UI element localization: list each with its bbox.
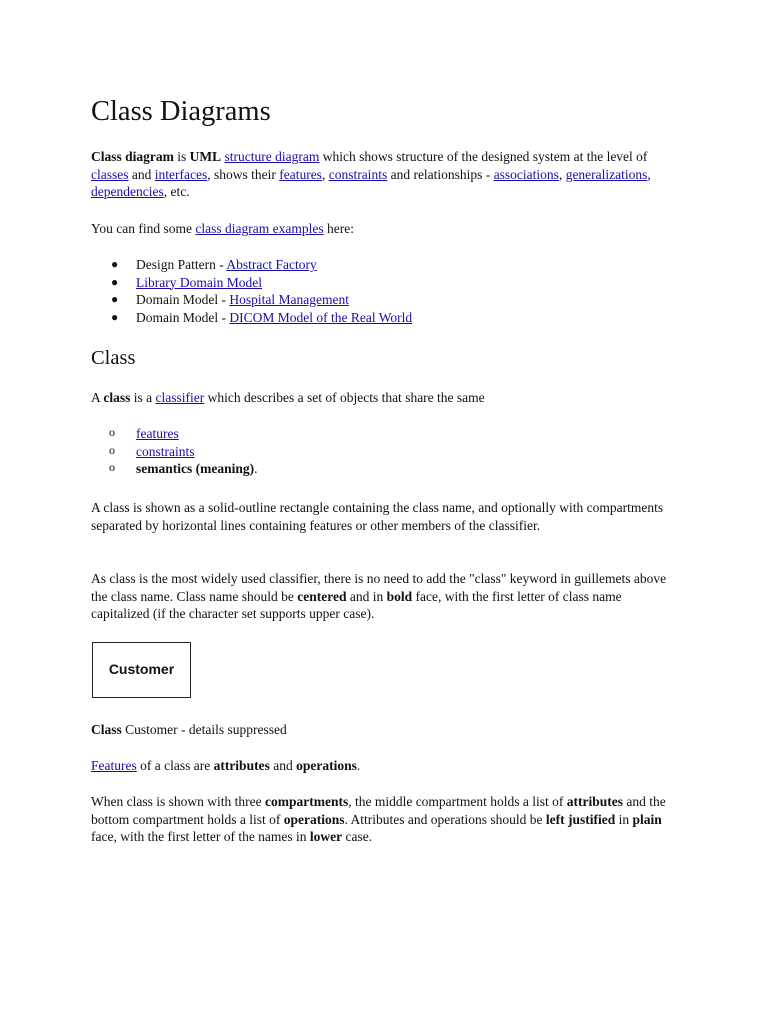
generalizations-link[interactable]: generalizations — [565, 166, 648, 182]
classifier-link[interactable]: classifier — [155, 390, 205, 405]
list-item — [109, 425, 258, 443]
class-definition: A class is a classifier which describes a set of objects that share the same — [91, 390, 485, 405]
constraints-link-2[interactable]: constraints — [136, 443, 195, 459]
list-item — [109, 443, 258, 461]
features-paragraph: Features of a class are attributes and operations. — [91, 758, 361, 773]
caption-class: Class — [91, 722, 122, 737]
abstract-factory-link[interactable]: Abstract Factory — [226, 257, 317, 272]
hospital-management-link[interactable]: Hospital Management — [229, 292, 349, 308]
list-item — [109, 274, 412, 292]
term-class-diagram: Class diagram — [91, 149, 174, 164]
bullet-icon: ● — [111, 257, 119, 271]
features-link-2[interactable]: features — [136, 426, 179, 441]
circle-bullet-icon: o — [109, 425, 115, 439]
term-attributes-2: attributes — [566, 794, 624, 809]
classes-link[interactable]: classes — [91, 166, 129, 182]
circle-bullet-icon: o — [109, 460, 115, 475]
class-shares-list — [109, 425, 258, 478]
section-heading-class: Class — [91, 347, 136, 369]
dicom-model-link[interactable]: DICOM Model of the Real World — [229, 309, 413, 325]
term-compartments: compartments — [264, 794, 349, 809]
term-bold: bold — [386, 588, 413, 604]
compartments-paragraph: When class is shown with three compartments, the middle compartment holds a list of attributes and the bottom compartment holds a list of operations. Attributes and operations should be left justified in plain face, with the first letter of the names in lower case. — [91, 794, 666, 845]
term-attributes: attributes — [213, 758, 270, 773]
constraints-link[interactable]: constraints — [328, 166, 388, 182]
term-semantics: semantics (meaning) — [136, 461, 255, 477]
list-item: o semantics (meaning). — [109, 460, 258, 477]
features-link[interactable]: features — [279, 166, 322, 182]
term-lower: lower — [309, 829, 343, 845]
list-item: ● Design Pattern - Abstract Factory — [111, 257, 317, 272]
list-item: ● Domain Model - Hospital Management — [111, 292, 349, 308]
examples-list — [109, 256, 412, 326]
circle-bullet-icon: o — [109, 442, 115, 457]
term-plain: plain — [632, 811, 662, 827]
term-operations-2: operations — [283, 811, 345, 827]
associations-link[interactable]: associations — [493, 166, 559, 182]
bullet-icon: ● — [111, 292, 119, 307]
page-title: Class Diagrams — [91, 96, 271, 127]
dependencies-link[interactable]: dependencies — [91, 184, 164, 200]
term-centered: centered — [297, 588, 347, 604]
term-uml: UML — [189, 149, 222, 164]
features-link-3[interactable]: Features — [91, 758, 137, 773]
class-shape-paragraph: A class is shown as a solid-outline rectangle containing the class name, and optionally with compartments separated by horizontal lines containing features or other members of the classifier. — [91, 500, 664, 533]
class-diagram-examples-link[interactable]: class diagram examples — [195, 221, 324, 236]
interfaces-link[interactable]: interfaces — [154, 166, 208, 182]
term-left-justified: left justified — [545, 811, 616, 827]
term-operations: operations — [296, 758, 357, 773]
examples-intro: You can find some class diagram examples here: — [91, 221, 354, 236]
library-domain-model-link[interactable]: Library Domain Model — [136, 274, 262, 290]
customer-class-figure — [92, 642, 191, 698]
figure-caption: Class Customer - details suppressed — [91, 722, 287, 737]
bullet-icon: ● — [111, 309, 119, 324]
customer-class-label: Customer — [108, 661, 175, 678]
term-class: class — [103, 390, 131, 405]
structure-diagram-link[interactable]: structure diagram — [224, 149, 320, 164]
bullet-icon: ● — [111, 274, 119, 289]
list-item: ● Domain Model - DICOM Model of the Real World — [111, 309, 413, 325]
class-name-paragraph: As class is the most widely used classifier, there is no need to add the "class" keyword in guillemets above the class name. Class name should be centered and in bold face, with the first letter of class name capitalized (if the character set supports upper case). — [91, 571, 667, 622]
intro-paragraph: Class diagram is UML structure diagram which shows structure of the designed system at the level of classes and interfaces, shows their features, constraints and relationships - associations, generalizations, dependencies, etc. — [91, 149, 651, 200]
